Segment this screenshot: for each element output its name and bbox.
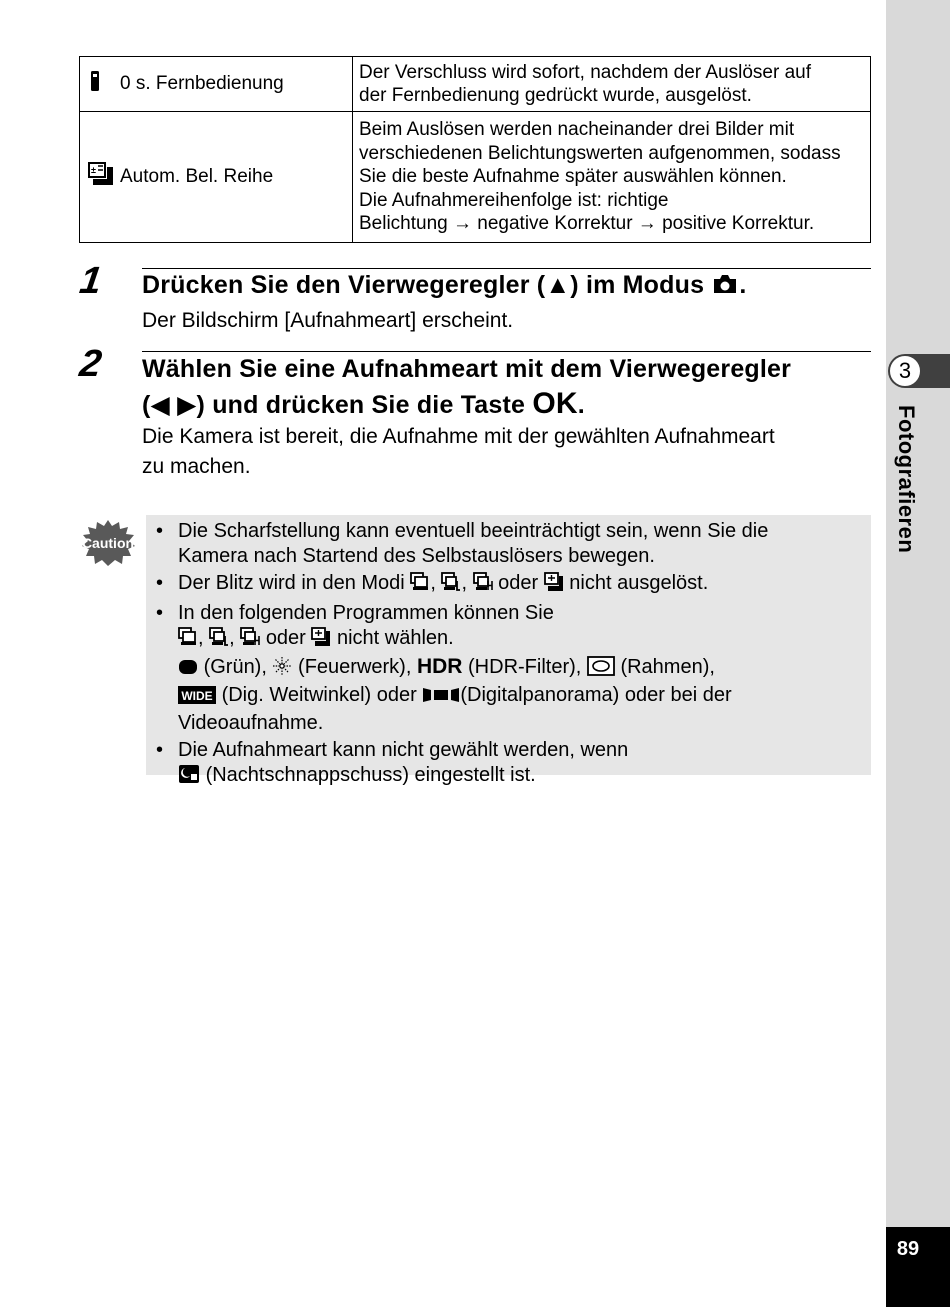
caution-text: nicht ausgelöst. [569,572,709,594]
camera-mode-icon [711,272,739,303]
auto-bracket-icon [311,627,331,654]
caution-text: (Grün), [203,656,267,678]
caution-text: , [430,572,436,594]
mode-name-cell [80,112,353,243]
caution-line: • Die Scharfstellung kann eventuell beeinträchtigt sein, wenn Sie die [178,520,769,542]
caution-text: (Rahmen), [620,656,715,678]
caution-text: , [461,572,467,594]
step-body-line: zu machen. [142,455,251,478]
continuous-shooting-icon [410,572,430,599]
step-title [142,387,585,421]
panorama-icon [422,686,460,711]
description-line: Sie die beste Aufnahme später auswählen können. [359,166,787,188]
frame-composite-icon [587,656,615,683]
caution-line [178,626,868,654]
caution-text: nicht wählen. [336,627,454,649]
step-title [142,271,747,303]
mode-name-cell [80,57,353,112]
description-line: der Fernbedienung gedrückt wurde, ausgelöst. [359,85,752,106]
step-divider [142,351,871,352]
list-item [156,738,868,791]
description-line: Beim Auslösen werden nacheinander drei Bilder mit [359,119,795,141]
list-item [156,519,868,569]
svg-text:Caution: Caution [81,535,135,551]
caution-text: (Digitalpanorama) oder bei der [460,684,732,706]
svg-text:±: ± [91,165,96,175]
continuous-shooting-low-icon [441,572,461,599]
caution-text: (Feuerwerk), [298,656,412,678]
caution-line [178,654,868,683]
step-title-period: . [739,271,747,299]
remote-control-icon [88,69,120,99]
caution-line: Videoaufnahme. [178,712,324,734]
svg-text:WIDE: WIDE [181,689,213,703]
table-row [80,112,871,243]
continuous-shooting-high-icon [473,572,493,599]
caution-list [156,519,868,793]
hdr-icon: HDR [416,655,463,678]
ok-button-symbol: OK [532,387,578,420]
chapter-title: Fotografieren [894,405,919,554]
caution-text: oder [498,572,539,594]
step-body [142,422,872,482]
list-item [156,601,868,736]
step-title: Wählen Sie eine Aufnahmeart mit dem Vierwegeregler [142,355,792,383]
green-mode-icon [178,658,198,683]
step-body: Der Bildschirm [Aufnahmeart] erscheint. [142,309,514,332]
fireworks-icon [272,656,292,683]
caution-line [178,683,868,711]
step-body-line: Die Kamera ist bereit, die Aufnahme mit der gewählten Aufnahmeart [142,425,775,448]
caution-text: , [198,627,204,649]
continuous-shooting-low-icon [209,627,229,654]
step-title-period: . [577,391,585,419]
auto-bracket-icon [544,572,564,599]
step-number: 2 [77,343,105,385]
drive-mode-table [79,56,871,243]
chapter-sidebar [886,0,950,1307]
description-line: Die Aufnahmereihenfolge ist: richtige [359,189,669,211]
page-number: 89 [896,1238,920,1260]
caution-text: oder [265,627,306,649]
step-divider [142,268,871,269]
caution-text: (Nachtschnappschuss) eingestellt ist. [205,764,536,786]
caution-text: (HDR-Filter), [468,656,582,678]
chapter-number: 3 [889,355,921,387]
caution-line: • In den folgenden Programmen können Sie [178,602,554,624]
caution-text: , [229,627,235,649]
continuous-shooting-high-icon [240,627,260,654]
step-title-text: (◀ ▶) und drücken Sie die Taste [142,391,526,419]
description-line: verschiedenen Belichtungswerten aufgenommen, sodass [359,142,841,164]
caution-text: (Dig. Weitwinkel) oder [221,684,417,706]
caution-text: Der Blitz wird in den Modi [178,572,405,594]
description-line: Der Verschluss wird sofort, nachdem der Auslöser auf [359,61,811,83]
mode-description-cell [353,57,871,112]
auto-bracket-icon [88,162,120,192]
mode-name-text: Autom. Bel. Reihe [120,166,274,188]
caution-line: • Die Aufnahmeart kann nicht gewählt werden, wenn [178,739,629,761]
step-number: 1 [77,260,105,302]
continuous-shooting-icon [178,627,198,654]
caution-icon [80,519,136,567]
table-row [80,57,871,112]
night-snap-icon [178,764,200,791]
step-title-text: Drücken Sie den Vierwegeregler (▲) im Modus [142,271,705,299]
wide-angle-icon [178,686,216,711]
caution-line [178,763,868,791]
caution-line: Kamera nach Startend des Selbstauslösers bewegen. [178,545,655,567]
description-line: Belichtung → negative Korrektur → positive Korrektur. [359,213,815,235]
mode-name-text: 0 s. Fernbedienung [120,73,284,95]
mode-description-cell [353,112,871,243]
list-item [156,571,868,599]
